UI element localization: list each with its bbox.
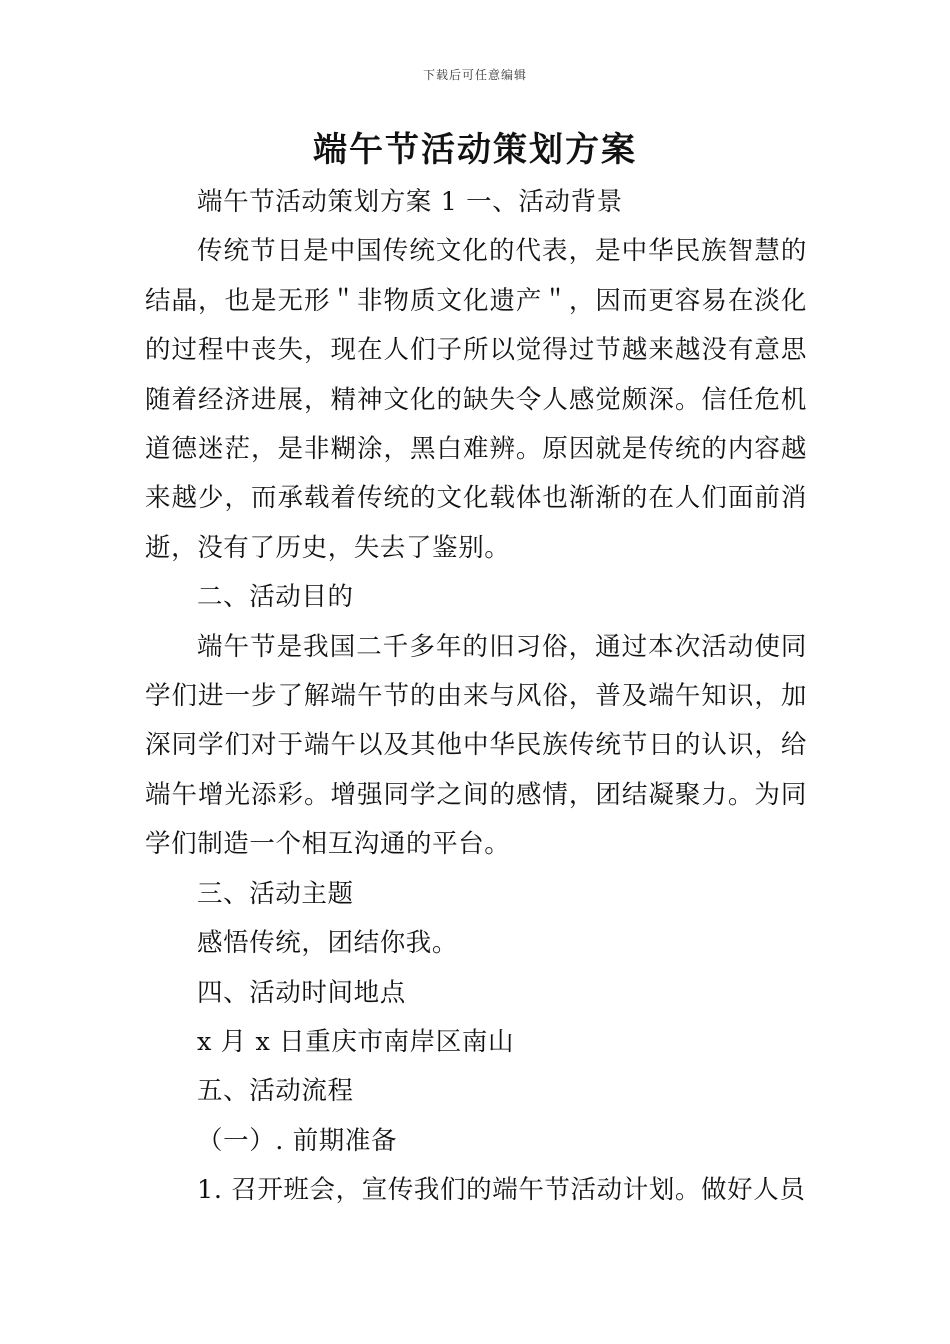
paragraph-step-1: 1. 召开班会，宣传我们的端午节活动计划。做好人员	[197, 1175, 806, 1206]
section-heading-theme: 三、活动主题	[197, 878, 354, 909]
paragraph-time-place: x 月 x 日重庆市南岸区南山	[197, 1026, 515, 1057]
paragraph-purpose: 端午节是我国二千多年的旧习俗，通过本次活动使同学们进一步了解端午节的由来与风俗，普及端午知识，加深同学们对于端午以及其他中华民族传统节日的认识，给端午增光添彩。增强同学之间的感情，团结凝聚力。为同学们制造一个相互沟通的平台。	[145, 631, 807, 860]
subsection-heading-preparation: （一）. 前期准备	[197, 1125, 398, 1156]
section-heading-time-place: 四、活动时间地点	[197, 977, 406, 1008]
header-note: 下载后可任意编辑	[422, 68, 527, 82]
paragraph-intro-heading: 端午节活动策划方案 1 一、活动背景	[197, 187, 623, 217]
paragraph-background: 传统节日是中国传统文化的代表，是中华民族智慧的结晶，也是无形＂非物质文化遗产＂，因而更容易在淡化的过程中丧失，现在人们子所以觉得过节越来越没有意思随着经济进展，精神文化的缺失令人感觉颇深。信任危机道德迷茫，是非糊涂，黑白难辨。原因就是传统的内容越来越少，而承载着传统的文化载体也渐渐的在人们面前消逝，没有了历史，失去了鉴别。	[145, 236, 807, 563]
document-title: 端午节活动策划方案	[313, 130, 637, 170]
paragraph-theme: 感悟传统，团结你我。	[197, 928, 459, 959]
section-heading-process: 五、活动流程	[197, 1076, 354, 1107]
section-heading-purpose: 二、活动目的	[197, 582, 354, 613]
document-body	[145, 178, 807, 1216]
